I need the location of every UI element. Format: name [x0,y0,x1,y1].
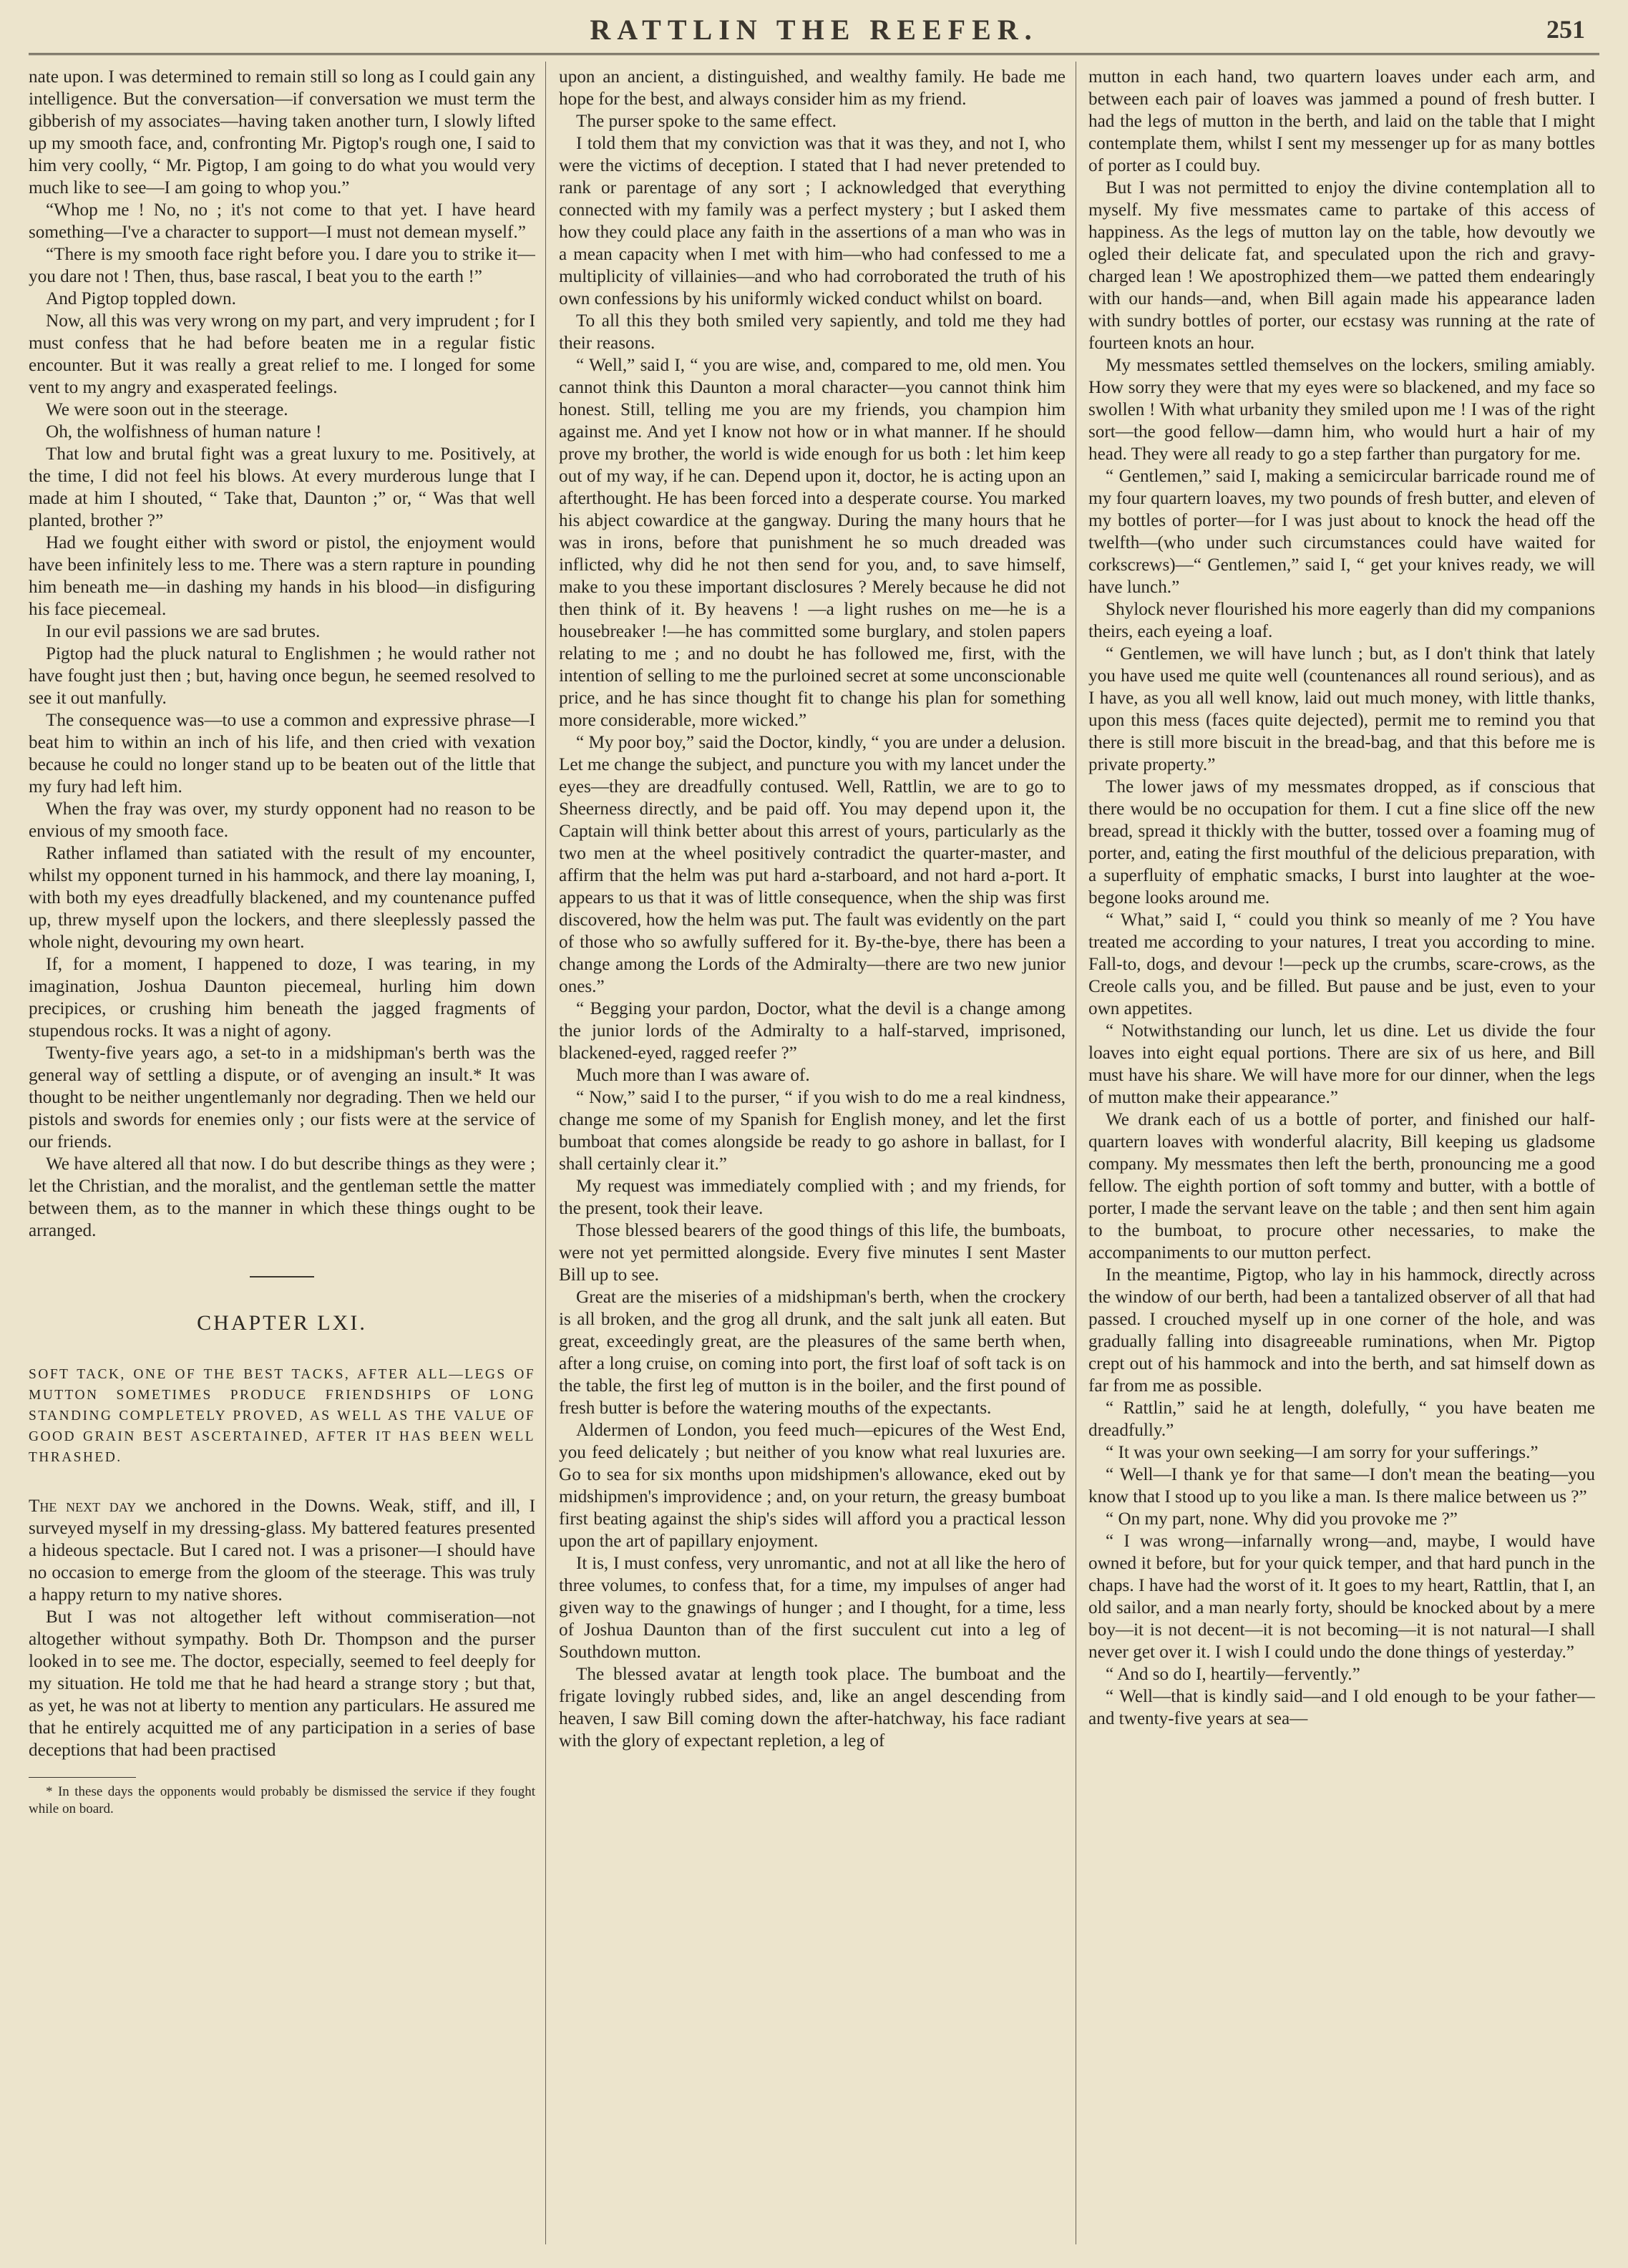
paragraph: “ Now,” said I to the purser, “ if you wish to do me a real kindness, change me some of my Spanish for English money, and let the first bumboat that comes alongside be ready to go ashore in ballast, for I shall certainly clear it.” [559,1088,1066,1174]
paragraph: My messmates settled themselves on the lockers, smiling amiably. How sorry they were that my eyes were so blackened, and my face so swollen ! With what urbanity they smiled upon me ! I was of the right sort—the good fellow—damn him, who would hurt a hair of my head. They were all ready to go a step farther than purgatory for me. [1088,356,1595,464]
paragraph: upon an ancient, a distinguished, and wealthy family. He bade me hope for the best, and always consider him as my friend. [559,67,1066,109]
paragraph: mutton in each hand, two quartern loaves under each arm, and between each pair of loaves was jammed a pound of fresh butter. I had the legs of mutton in the berth, and laid on the table that I might contemplate them, whilst I sent my messenger up for as many bottles of porter as I could buy. [1088,67,1595,175]
paragraph: Now, all this was very wrong on my part, and very imprudent ; for I must confess that he had before beaten me in a regular fistic encounter. But it was really a great relief to me. I longed for some vent to my angry and exasperated feelings. [29,311,535,397]
section-rule [250,1276,314,1277]
paragraph: “ Gentlemen,” said I, making a semicircular barricade round me of my four quartern loaves, my two pounds of fresh butter, and eleven of my bottles of porter—for I was just about to knock the head off the twelfth—(who under such circumstances could have waited for corkscrews)—“ Gentlemen,” said I, “ get your knives ready, we will have lunch.” [1088,467,1595,597]
chapter-opening-paragraph [29,1495,535,1606]
paragraph: We were soon out in the steerage. [46,400,288,419]
paragraph: In the meantime, Pigtop, who lay in his hammock, directly across the window of our berth, had been a tantalized observer of all that had passed. I crouched myself up in one corner of the hole, and was gradually falling into disagreeable ruminations, when Mr. Pigtop crept out of his hammock and into the berth, and sat himself down as far from me as possible. [1088,1265,1595,1396]
paragraph: My request was immediately complied with ; and my friends, for the present, took their leave. [559,1177,1066,1218]
chapter-first-words: The next day [29,1496,137,1516]
paragraph: And Pigtop toppled down. [46,289,236,308]
paragraph: Aldermen of London, you feed much—epicures of the West End, you feed delicately ; but neither of you know what real luxuries are. Go to sea for six months upon midshipmen's allowance, eked out by midshipmen's improvidence ; and, on your return, the greasy bumboat first beating against the ship's sides will afford you a practical lesson upon the art of papillary enjoyment. [559,1421,1066,1551]
paragraph: But I was not altogether left without commiseration—not altogether without sympathy. Both Dr. Thompson and the purser looked in to see me. The doctor, especially, seemed to feel deeply for my situation. He told me that he had heard a strange story ; but that, as yet, he was not at liberty to mention any particulars. He assured me that he entirely acquitted me of any participation in a series of base deceptions that had been practised [29,1607,535,1760]
paragraph: Great are the miseries of a midshipman's berth, when the crockery is all broken, and the grog all drunk, and the salt junk all eaten. But great, exceedingly great, are the pleasures of the same berth when, after a long cruise, on coming into port, the first loaf of soft tack is on the table, the first leg of mutton is in the boiler, and the first pound of fresh butter is before the watering mouths of the expectants. [559,1288,1066,1418]
paragraph: Twenty-five years ago, a set-to in a midshipman's berth was the general way of settling a dispute, or of avenging an insult.* It was thought to be neither ungentlemanly nor degrading. Then we held our pistols and swords for enemies only ; our fists were at the service of our friends. [29,1043,535,1152]
paragraph: To all this they both smiled very sapiently, and told me they had their reasons. [559,311,1066,353]
paragraph: We have altered all that now. I do but describe things as they were ; let the Christian, and the moralist, and the gentleman settle the matter between them, as to the manner in which these things ought to be arranged. [29,1154,535,1240]
paragraph: “ My poor boy,” said the Doctor, kindly, “ you are under a delusion. Let me change the subject, and puncture you with my lancet under the eyes—they are dreadfully contused. Well, Rattlin, we are to go to Sheerness directly, and be paid off. You may depend upon it, the Captain will think better about this arrest of yours, particularly as the two men at the wheel positively contradict the quarter-master, and affirm that the helm was put hard a-starboard, and not hard a-port. It appears to us that it was of little consequence, when the ship was first discovered, how the helm was put. The fault was evidently on the part of those who so awfully suffered for it. By-the-bye, there has been a change among the Lords of the Admiralty—there are two new junior ones.” [559,733,1066,996]
paragraph: Those blessed bearers of the good things of this life, the bumboats, were not yet permitted alongside. Every five minutes I sent Master Bill up to see. [559,1221,1066,1285]
paragraph: It is, I must confess, very unromantic, and not at all like the hero of three volumes, to confess that, for a time, my impulses of anger had given way to the gnawings of hunger ; and I thought, for a time, less of Joshua Daunton than of the first succulent cut into a leg of Southdown mutton. [559,1554,1066,1662]
text-column-2 [559,66,1066,2242]
chapter-title: CHAPTER LXI. [197,1311,367,1335]
paragraph: “ Well,” said I, “ you are wise, and, compared to me, old men. You cannot think this Daunton a moral character—you cannot think him honest. Still, telling me you are my friends, you champion him against me. And yet I know not how or in what manner. If he should prove my brother, the world is wide enough for us both : let him keep out of my way, if he can. Depend upon it, doctor, he is acting upon an afterthought. He has been forced into a desperate course. You marked his abject cowardice at the gangway. During the many hours that he was in irons, before that punishment he so much dreaded was inflicted, why did he not then send for you, and, to save himself, make to you these important disclosures ? Merely because he did not then think of it. By heavens ! —a light rushes on me—he is a housebreaker !—he has committed some burglary, and stolen papers relating to me ; and no doubt he has followed me, first, with the intention of selling to me the purloined secret at some unconscionable price, and he has since thought fit to change his plan for something more considerable, more wicked.” [559,356,1066,730]
page-number: 251 [1546,15,1585,44]
paragraph: I told them that my conviction was that it was they, and not I, who were the victims of deception. I stated that I had never pretended to rank or parentage of any sort ; I acknowledged that everything connected with my family was a perfect mystery ; but I asked them how they could place any faith in the assertions of a man who was in a mean capacity when I met with him—who had confessed to me a multiplicity of villainies—and who had corroborated the truth of his own confessions by his uniformly wicked conduct whilst on board. [559,134,1066,308]
paragraph: “ Notwithstanding our lunch, let us dine. Let us divide the four loaves into eight equal portions. There are six of us here, and Bill must have his share. We will have more for our dinner, when the legs of mutton make their appearance.” [1088,1021,1595,1107]
paragraph: If, for a moment, I happened to doze, I was tearing, in my imagination, Joshua Daunton piecemeal, hurling him down precipices, or crushing him beneath the jagged fragments of stupendous rocks. It was a night of agony. [29,955,535,1041]
running-title: RATTLIN THE REEFER. [590,14,1038,46]
footnote-rule [29,1777,136,1778]
paragraph: “ Begging your pardon, Doctor, what the devil is a change among the junior lords of the Admiralty to a half-starved, imprisoned, blackened-eyed, ragged reefer ?” [559,999,1066,1063]
paragraph: “ Rattlin,” said he at length, dolefully, “ you have beaten me dreadfully.” [1088,1398,1595,1440]
paragraph: The blessed avatar at length took place. The bumboat and the frigate lovingly rubbed sides, and, like an angel descending from heaven, I saw Bill coming down the after-hatchway, his face radiant with the glory of expectant repletion, a leg of [559,1665,1066,1751]
chapter-summary: SOFT TACK, ONE OF THE BEST TACKS, AFTER ALL—LEGS OF MUTTON SOMETIMES PRODUCE FRIENDSHIPS OF LONG STANDING COMPLETELY PROVED, AS WELL AS THE VALUE OF GOOD GRAIN BEST ASCERTAINED, AFTER IT HAS BEEN WELL THRASHED. [29,1367,535,1465]
paragraph: “ Well—I thank ye for that same—I don't mean the beating—you know that I stood up to you like a man. Is there malice between us ?” [1088,1465,1595,1507]
paragraph: “ It was your own seeking—I am sorry for your sufferings.” [1106,1443,1539,1462]
paragraph: Much more than I was aware of. [576,1066,810,1085]
paragraph: We drank each of us a bottle of porter, and finished our half-quartern loaves with wonderful alacrity, Bill keeping us gladsome company. My messmates then left the berth, pronouncing me a good fellow. The eighth portion of soft tommy and butter, with a bottle of porter, I made the servant leave on the table ; and then sent him again to the bumboat, to procure other necessaries, to make the accompaniments to our mutton perfect. [1088,1110,1595,1262]
paragraph: “There is my smooth face right before you. I dare you to strike it—you dare not ! Then, thus, base rascal, I beat you to the earth !” [29,245,535,286]
paragraph: Rather inflamed than satiated with the result of my encounter, whilst my opponent turned in his hammock, and there lay moaning, I, with both my eyes dreadfully blackened, and my countenance puffed up, threw myself upon the lockers, and there sleeplessly passed the whole night, devouring my own heart. [29,844,535,952]
paragraph: The consequence was—to use a common and expressive phrase—I beat him to within an inch of his life, and then cried with vexation because he could no longer stand up to be beaten out of the little that my fury had left him. [29,711,535,797]
paragraph: “ On my part, none. Why did you provoke me ?” [1106,1509,1458,1529]
paragraph: In our evil passions we are sad brutes. [46,622,321,641]
paragraph: “ And so do I, heartily—fervently.” [1106,1665,1360,1684]
chapter-opening-text: we anchored in the Downs. Weak, stiff, and ill, I surveyed myself in my dressing-glass. My battered features presented a hideous spectacle. But I cared not. I was a prisoner—I should have no occasion to emerge from the gloom of the steerage. This was truly a happy return to my native shores. [29,1496,535,1605]
header-rule [29,53,1599,57]
paragraph: nate upon. I was determined to remain still so long as I could gain any intelligence. But the conversation—if conversation we must term the gibberish of my associates—having taken another turn, I slowly lifted up my smooth face, and, confronting Mr. Pigtop's rough one, I said to him very coolly, “ Mr. Pigtop, I am going to do what you would very much like to see—I am going to whop you.” [29,67,535,198]
running-head [29,10,1599,54]
paragraph: Pigtop had the pluck natural to Englishmen ; he would rather not have fought just then ; but, having once begun, he seemed resolved to see it out manfully. [29,644,535,708]
paragraph: Had we fought either with sword or pistol, the enjoyment would have been infinitely less to me. There was a stern rapture in pounding him beneath me—in dashing my hands in his blood—in disfiguring his face piecemeal. [29,533,535,619]
paragraph: But I was not permitted to enjoy the divine contemplation all to myself. My five messmates came to partake of this access of happiness. As the legs of mutton lay on the table, how devoutly we ogled their delicate fat, and speculated upon the rich and gravy-charged lean ! We apostrophized them—we patted them endearingly with our hands—and, when Bill again made his appearance laden with sundry bottles of porter, our ecstasy was running at the rate of fourteen knots an hour. [1088,178,1595,353]
paragraph: “ Gentlemen, we will have lunch ; but, as I don't think that lately you have used me quite well (countenances all round serious), and as I have, as you all well know, laid out much money, with little thanks, upon this mess (faces quite dejected), permit me to remind you that there is still more biscuit in the bread-bag, and that this before me is private property.” [1088,644,1595,774]
footnote: * In these days the opponents would probably be dismissed the service if they fought while on board. [29,1784,535,1816]
paragraph: Shylock never flourished his more eagerly than did my companions theirs, each eyeing a loaf. [1088,600,1595,641]
text-column-3 [1088,66,1595,2242]
paragraph: “ I was wrong—infarnally wrong—and, maybe, I would have owned it before, but for your quick temper, and that hard punch in the chaps. I have had the worst of it. It goes to my heart, Rattlin, that I, an old sailor, and a man nearly forty, should be knocked about by a mere boy—it is not decent—it is not becoming—it is not natural—I shall never get over it. I wish I could undo the done things of yesterday.” [1088,1532,1595,1662]
paragraph: “Whop me ! No, no ; it's not come to that yet. I have heard something—I've a character to support—I must not demean myself.” [29,200,535,242]
text-column-1 [29,66,535,2242]
column-divider [545,62,546,2244]
paragraph: That low and brutal fight was a great luxury to me. Positively, at the time, I did not feel his blows. At every murderous lunge that I made at him I shouted, “ Take that, Daunton ;” or, “ Was that well planted, brother ?” [29,444,535,530]
paragraph: “ What,” said I, “ could you think so meanly of me ? You have treated me according to your natures, I treat you according to mine. Fall-to, dogs, and devour !—peck up the crumbs, scare-crows, as the Creole calls you, and be filled. But pause and be just, even to your own appetites. [1088,910,1595,1018]
paragraph: Oh, the wolfishness of human nature ! [46,422,322,442]
paragraph: “ Well—that is kindly said—and I old enough to be your father—and twenty-five years at sea— [1088,1687,1595,1728]
paragraph: When the fray was over, my sturdy opponent had no reason to be envious of my smooth face. [29,799,535,841]
paragraph: The lower jaws of my messmates dropped, as if conscious that there would be no occupation for them. I cut a fine slice off the new bread, spread it thickly with the butter, tossed over a foaming mug of porter, and, eating the first mouthful of the delicious preparation, with a superfluity of emphatic smacks, I burst into laughter at the woe-begone looks around me. [1088,777,1595,907]
paragraph: The purser spoke to the same effect. [576,112,837,131]
